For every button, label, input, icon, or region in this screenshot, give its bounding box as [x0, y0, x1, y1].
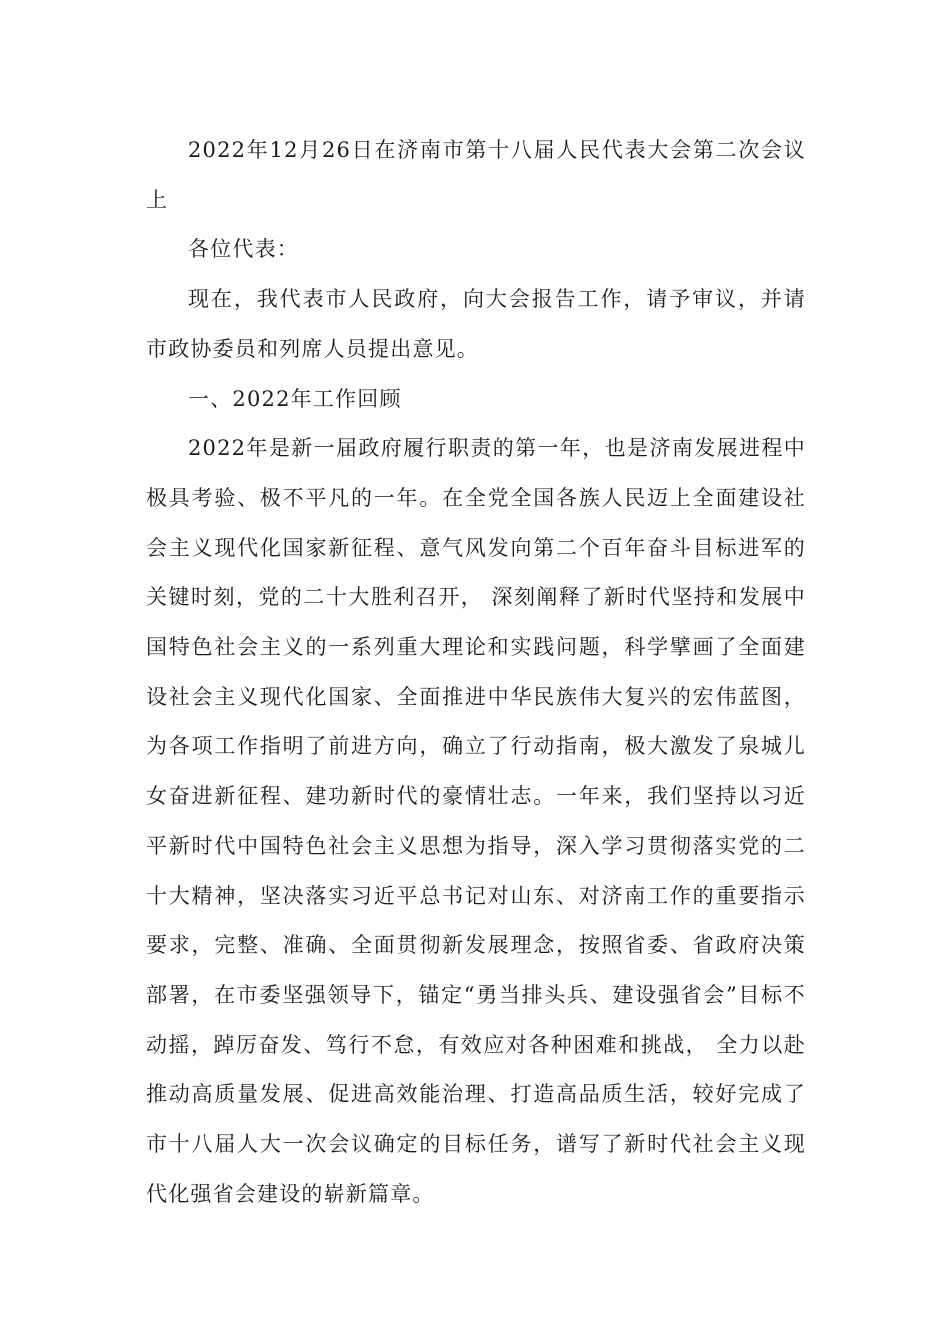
salutation: 各位代表： [188, 237, 299, 262]
intro-paragraph: 现在，我代表市人民政府，向大会报告工作，请予审议，并请市政协委员和列席人员提出意见。 [146, 287, 806, 361]
document-body [146, 126, 806, 1219]
review-paragraph: 2022年是新一届政府履行职责的第一年，也是济南发展进程中极具考验、极不平凡的一年。在全党全国各族人民迈上全面建设社会主义现代化国家新征程、意气风发向第二个百年奋斗目标进军的关键时刻，党的二十大胜利召开， 深刻阐释了新时代坚持和发展中国特色社会主义的一系列重大理论和实践问题，科学擘画了全面建设社会主义现代化国家、全面推进中华民族伟大复兴的宏伟蓝图，为各项工作指明了前进方向，确立了行动指南，极大激发了泉城儿女奋进新征程、建功新时代的豪情壮志。一年来，我们坚持以习近平新时代中国特色社会主义思想为指导，深入学习贯彻落实党的二十大精神，坚决落实习近平总书记对山东、对济南工作的重要指示要求，完整、准确、全面贯彻新发展理念，按照省委、省政府决策部署，在市委坚强领导下，锚定“勇当排头兵、建设强省会”目标不动摇，踔厉奋发、笃行不怠，有效应对各种困难和挑战， 全力以赴推动高质量发展、促进高效能治理、打造高品质生活，较好完成了市十八届人大一次会议确定的目标任务，谱写了新时代社会主义现代化强省会建设的崭新篇章。 [146, 436, 806, 1206]
report-date-line: 2022年12月26日在济南市第十八届人民代表大会第二次会议上 [146, 138, 806, 212]
section-heading: 一、2022年工作回顾 [188, 386, 402, 411]
